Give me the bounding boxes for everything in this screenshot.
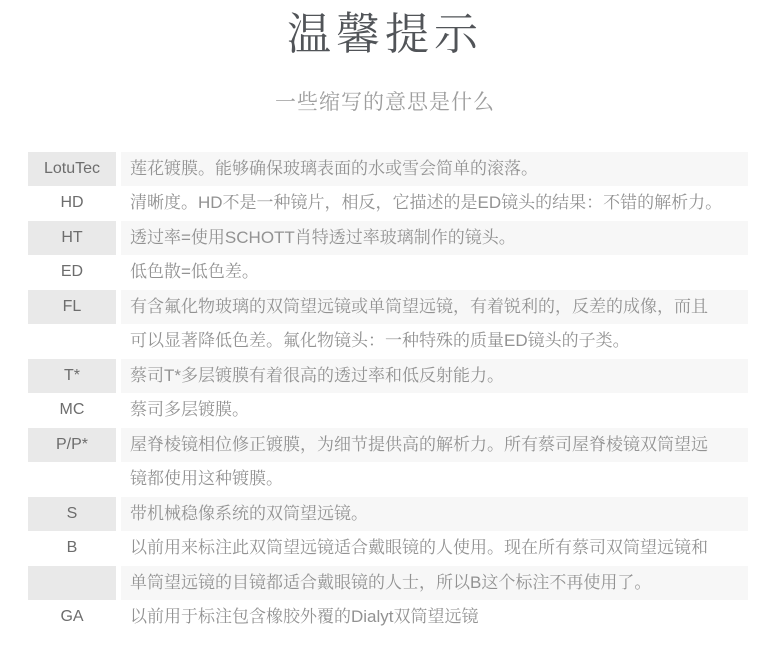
definition-cell: 以前用于标注包含橡胶外覆的Dialyt双筒望远镜 [130,607,479,627]
table-row [28,600,748,635]
page-title: 温馨提示 [287,10,483,59]
abbr-cell: FL [28,290,116,325]
abbr-cell: T* [28,359,116,394]
definition-cell: 以前用来标注此双筒望远镜适合戴眼镜的人使用。现在所有蔡司双筒望远镜和 [130,538,708,558]
table-row [28,566,748,601]
table-row [28,497,748,532]
abbr-cell: HD [60,194,84,212]
table-row [28,393,748,428]
abbr-cell: HT [28,221,116,256]
abbr-cell: ED [60,263,84,281]
table-row [28,186,748,221]
abbreviation-table [28,152,748,635]
table-row [28,359,748,394]
abbr-cell: P/P* [28,428,116,463]
definition-cell: 低色散=低色差。 [130,262,259,282]
table-row [28,428,748,463]
definition-cell: 蔡司T*多层镀膜有着很高的透过率和低反射能力。 [121,359,748,394]
definition-cell: 清晰度。HD不是一种镜片，相反，它描述的是ED镜头的结果：不错的解析力。 [130,193,723,213]
definition-cell: 镜都使用这种镀膜。 [130,469,283,489]
definition-cell: 蔡司多层镀膜。 [130,400,249,420]
page-subtitle: 一些缩写的意思是什么 [275,90,495,114]
abbr-cell [28,566,116,601]
abbr-cell [28,462,116,497]
table-row [28,152,748,187]
definition-cell: 透过率=使用SCHOTT肖特透过率玻璃制作的镜头。 [121,221,748,256]
table-row [28,462,748,497]
abbr-cell: B [66,539,78,557]
definition-cell: 屋脊棱镜相位修正镀膜，为细节提供高的解析力。所有蔡司屋脊棱镜双筒望远 [121,428,748,463]
table-row [28,324,748,359]
table-row [28,221,748,256]
abbr-cell: MC [59,401,85,419]
table-row [28,255,748,290]
abbr-cell: LotuTec [28,152,116,187]
definition-cell: 莲花镀膜。能够确保玻璃表面的水或雪会简单的滚落。 [121,152,748,187]
abbr-cell: S [28,497,116,532]
definition-cell: 带机械稳像系统的双筒望远镜。 [121,497,748,532]
definition-cell: 可以显著降低色差。氟化物镜头：一种特殊的质量ED镜头的子类。 [130,331,630,351]
definition-cell: 有含氟化物玻璃的双筒望远镜或单筒望远镜，有着锐利的，反差的成像，而且 [121,290,748,325]
abbr-cell [28,324,116,359]
table-row [28,531,748,566]
abbr-cell: GA [60,608,84,626]
table-row [28,290,748,325]
definition-cell: 单筒望远镜的目镜都适合戴眼镜的人士，所以B这个标注不再使用了。 [121,566,748,601]
